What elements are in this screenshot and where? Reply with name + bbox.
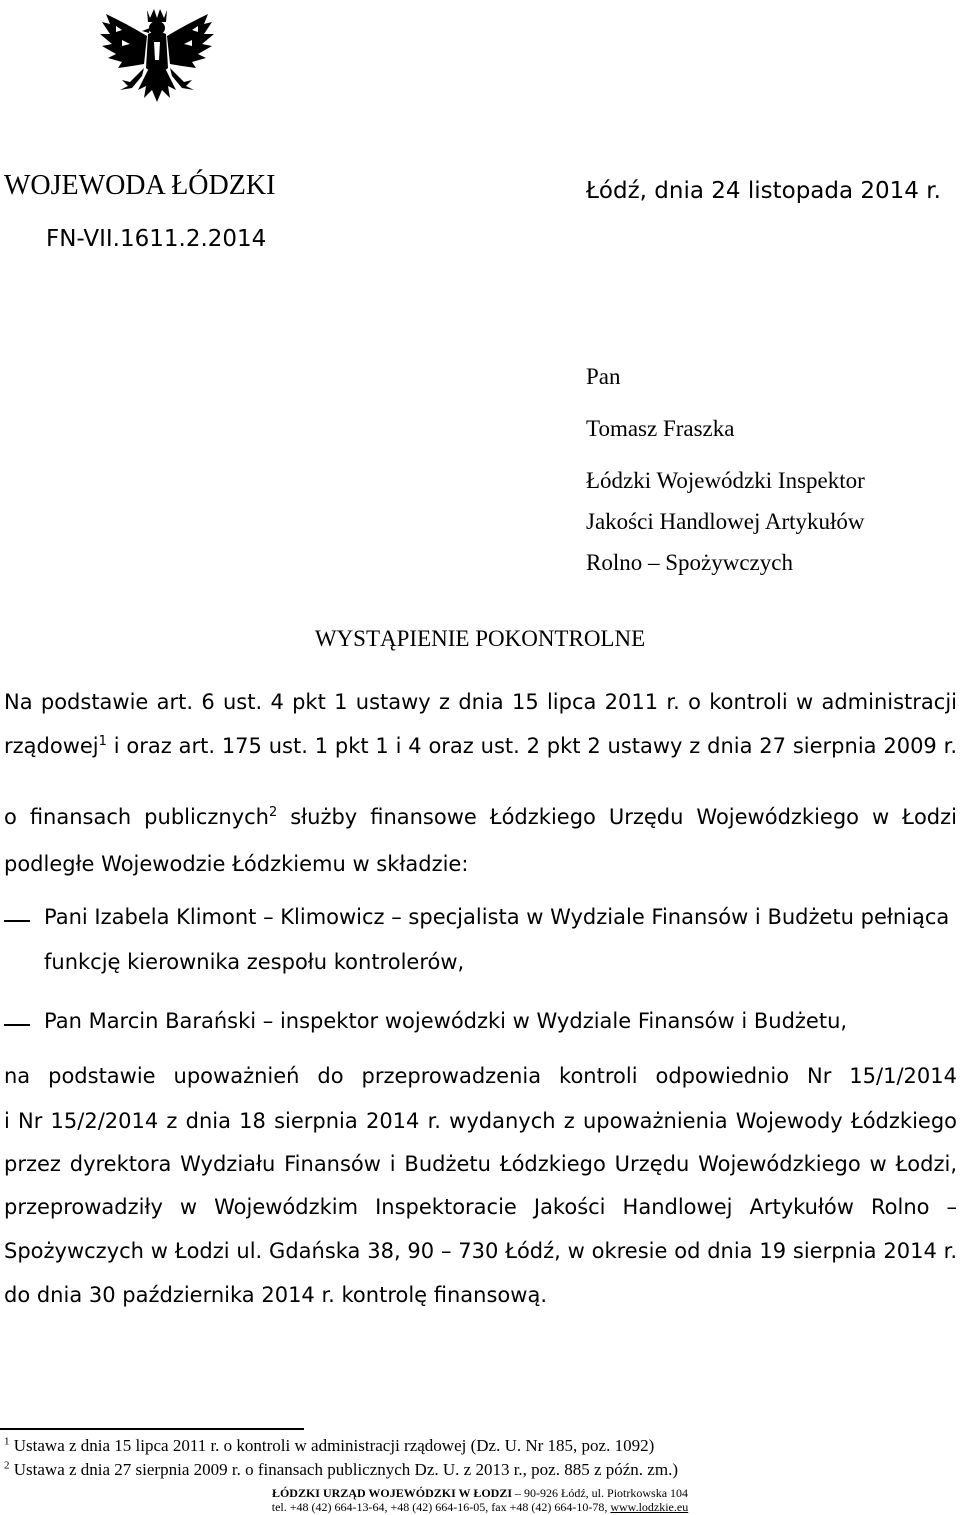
document-date: Łódź, dnia 24 listopada 2014 r. [586,178,941,204]
recipient-title-line: Łódzki Wojewódzki Inspektor [586,468,865,493]
recipient-name: Tomasz Fraszka [586,416,735,441]
polish-eagle-emblem-icon [92,6,222,118]
intro-line: podległe Wojewodzie Łódzkiemu w składzie: [4,852,469,876]
body-line: przeprowadziły w Wojewódzkim Inspektoracie Jakości Handlowej Artykułów Rolno – [4,1195,957,1219]
body-line: do dnia 30 października 2014 r. kontrolę finansową. [4,1283,547,1307]
issuing-authority: WOJEWODA ŁÓDZKI [4,170,276,201]
recipient-salutation: Pan [586,364,621,389]
member-1: Pani Izabela Klimont – Klimowicz – specjalista w Wydziale Finansów i Budżetu pełniąca [44,905,950,929]
body-line: na podstawie upoważnień do przeprowadzenia kontroli odpowiednio Nr 15/1/2014 [4,1064,957,1088]
reference-number: FN-VII.1611.2.2014 [46,226,267,252]
website-link[interactable]: www.lodzkie.eu [610,1500,689,1514]
document-heading: WYSTĄPIENIE POKONTROLNE [314,626,646,651]
footnote-ref-2: 2 [268,805,278,820]
footnote-1: $^1$ Ustawa z dnia 15 lipca 2011 r. o kontroli w administracji rządowej (Dz. U. Nr 185, poz. 1092) [4,1435,655,1455]
intro-line: o finansach publicznych$^2$ służby finansowe Łódzkiego Urzędu Wojewódzkiego w Łodzi [4,805,957,829]
recipient-title-line: Jakości Handlowej Artykułów [586,509,865,534]
body-line: i Nr 15/2/2014 z dnia 18 sierpnia 2014 r. wydanych z upoważnienia Wojewody Łódzkiego [4,1109,957,1133]
office-contacts: tel. +48 (42) 664-13-64, +48 (42) 664-16-05, fax +48 (42) 664-10-78, www.lodzkie.eu [271,1500,689,1514]
recipient-title-line: Rolno – Spożywczych [586,550,793,575]
intro-line: rządowej$^1$ i oraz art. 175 ust. 1 pkt 1 i 4 oraz ust. 2 pkt 2 ustawy z dnia 27 sierpnia 2009 r. [4,734,957,758]
footnote-2: $^2$ Ustawa z dnia 27 sierpnia 2009 r. o finansach publicznych Dz. U. z 2013 r., poz. 885 z późn. zm.) [4,1459,678,1479]
member-1-cont: funkcję kierownika zespołu kontrolerów, [44,950,465,974]
footnote-ref-1: 1 [98,734,107,749]
office-address: ŁÓDZKI URZĄD WOJEWÓDZKI W ŁODZI – 90-926 Łódź, ul. Piotrkowska 104 [271,1486,689,1500]
body-line: Spożywczych w Łodzi ul. Gdańska 38, 90 – 730 Łódź, w okresie od dnia 19 sierpnia 2014 r. [4,1239,957,1263]
list-dash [4,1024,30,1026]
member-2: Pan Marcin Barański – inspektor wojewódzki w Wydziale Finansów i Budżetu, [44,1009,848,1033]
list-dash [4,920,30,922]
intro-line: Na podstawie art. 6 ust. 4 pkt 1 ustawy z dnia 15 lipca 2011 r. o kontroli w administracji [4,690,957,714]
footnote-rule [0,1428,304,1430]
body-line: przez dyrektora Wydziału Finansów i Budżetu Łódzkiego Urzędu Wojewódzkiego w Łodzi, [4,1152,957,1176]
